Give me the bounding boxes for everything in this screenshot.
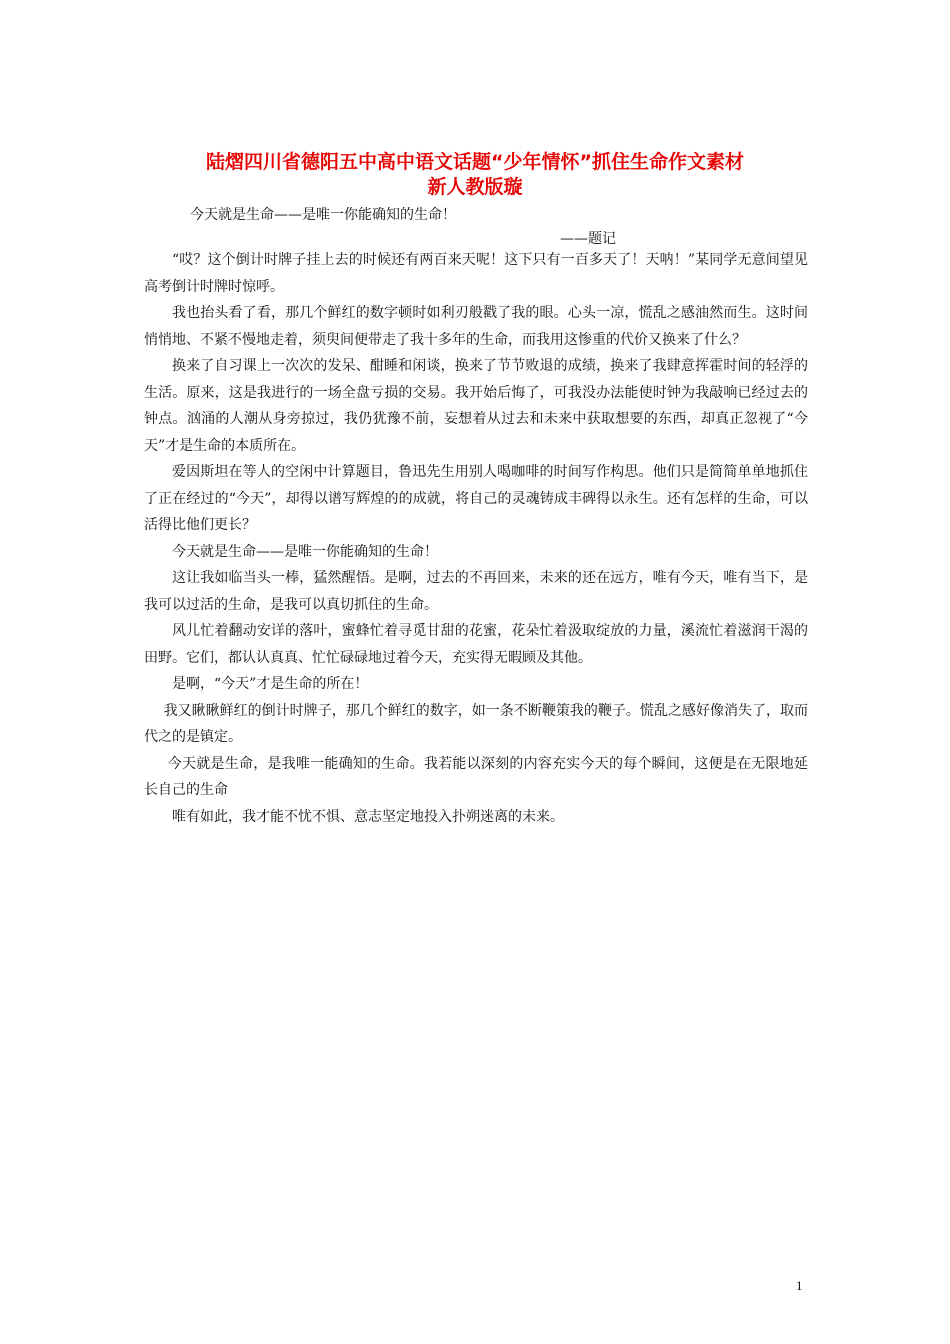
paragraph: 风儿忙着翻动安详的落叶，蜜蜂忙着寻觅甘甜的花蜜，花朵忙着汲取绽放的力量，溪流忙着滋润干渴的田野。它们，都认认真真、忙忙碌碌地过着今天，充实得无暇顾及其他。 (144, 623, 808, 666)
paragraph: 唯有如此，我才能不忧不惧、意志坚定地投入扑朔迷离的未来。 (172, 808, 564, 825)
paragraph: 是啊，“今天”才是生命的所在！ (172, 676, 369, 692)
page-number: 1 (796, 1278, 803, 1293)
paragraph: “哎？这个倒计时牌子挂上去的时候还有两百来天呢！这下只有一百多天了！天呐！”某同学无意间望见高考倒计时牌时惊呼。 (144, 252, 808, 295)
paragraph: 爱因斯坦在等人的空闲中计算题目，鲁迅先生用别人喝咖啡的时间写作构思。他们只是简简单单地抓住了正在经过的“今天”，却得以谱写辉煌的的成就，将自己的灵魂铸成丰碑得以永生。还有怎样的生命，可以活得比他们更长？ (144, 464, 808, 533)
document-title-line-2: 新人教版璇 (427, 176, 523, 198)
paragraph: 今天就是生命，是我唯一能确知的生命。我若能以深刻的内容充实今天的每个瞬间，这便是在无限地延长自己的生命 (144, 755, 808, 798)
paragraph: 我又瞅瞅鲜红的倒计时牌子，那几个鲜红的数字，如一条不断鞭策我的鞭子。慌乱之感好像消失了，取而代之的是镇定。 (144, 702, 808, 745)
article-body (144, 247, 808, 830)
paragraph: 换来了自习课上一次次的发呆、酣睡和闲谈，换来了节节败退的成绩，换来了我肆意挥霍时间的轻浮的生活。原来，这是我进行的一场全盘亏损的交易。我开始后悔了，可我没办法能使时钟为我敲响已经过去的钟点。汹涌的人潮从身旁掠过，我仍犹豫不前，妄想着从过去和未来中获取想要的东西，却真正忽视了“今天”才是生命的本质所在。 (144, 358, 808, 454)
document-title-line-1: 陆熠四川省德阳五中高中语文话题“少年情怀”抓住生命作文素材 (206, 151, 744, 173)
paragraph: 我也抬头看了看，那几个鲜红的数字顿时如利刃般戳了我的眼。心头一凉，慌乱之感油然而生。这时间悄悄地、不紧不慢地走着，须臾间便带走了我十多年的生命，而我用这惨重的代价又换来了什么？ (144, 305, 808, 348)
epigraph: 今天就是生命——是唯一你能确知的生命！ (190, 207, 456, 223)
paragraph: 这让我如临当头一棒，猛然醒悟。是啊，过去的不再回来，未来的还在远方，唯有今天，唯有当下，是我可以过活的生命，是我可以真切抓住的生命。 (144, 570, 808, 613)
paragraph: 今天就是生命——是唯一你能确知的生命！ (172, 543, 438, 560)
epigraph-source: ——题记 (560, 231, 616, 247)
